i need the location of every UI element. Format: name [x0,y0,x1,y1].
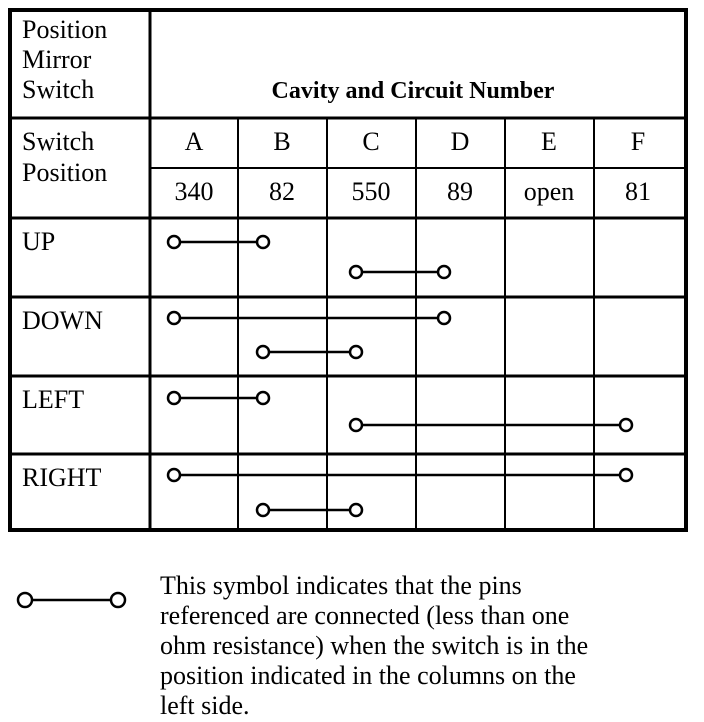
circuit-number: open [523,177,575,206]
legend-symbol [18,593,125,607]
legend-pin-right [111,593,125,607]
connection-up-cd [350,266,450,278]
circuit-number: 81 [625,177,651,206]
position-label-left: LEFT [22,385,85,414]
position-label-right: RIGHT [22,463,102,492]
cavity-letter: E [541,127,557,156]
connection-up-ab [168,236,269,248]
connection-pin-start [168,469,180,481]
connection-pin-start [168,312,180,324]
connection-left-cf [350,419,632,431]
connection-down-ad [168,312,450,324]
cavity-letter: B [273,127,291,156]
circuit-number: 340 [174,177,214,206]
header-row-label-line3: Switch [22,75,95,104]
connection-pin-start [257,504,269,516]
switch-label-line1: Switch [22,127,95,156]
connection-pin-end [620,469,632,481]
connection-pin-end [438,312,450,324]
connection-pin-start [168,392,180,404]
legend-pin-left [18,593,32,607]
circuit-number: 550 [351,177,391,206]
cavity-letter: A [184,127,204,156]
connection-pin-start [168,236,180,248]
position-label-up: UP [22,227,56,256]
connection-pin-end [350,346,362,358]
header-row-label-line1: Position [22,15,108,44]
header-row-label-line2: Mirror [22,45,92,74]
cavity-letter: C [362,127,380,156]
circuit-number: 82 [269,177,295,206]
legend-line: position indicated in the columns on the [160,661,576,690]
connection-pin-end [257,236,269,248]
circuit-number: 89 [447,177,473,206]
legend-line: ohm resistance) when the switch is in the [160,631,589,660]
legend-text [160,571,588,720]
cavity-letter: F [630,127,646,156]
connection-pin-end [620,419,632,431]
connection-pin-end [438,266,450,278]
connection-down-bc [257,346,362,358]
cavity-headers [175,127,652,206]
legend-line: referenced are connected (less than one [160,601,570,630]
position-label-down: DOWN [22,306,103,335]
connection-left-ab [168,392,269,404]
connection-right-bc [257,504,362,516]
connection-pin-start [350,419,362,431]
connection-pin-start [350,266,362,278]
legend-line: left side. [160,691,250,720]
cavity-letter: D [450,127,470,156]
connection-pin-end [350,504,362,516]
legend-line: This symbol indicates that the pins [160,571,522,600]
table-title: Cavity and Circuit Number [271,78,555,104]
switch-label-line2: Position [22,158,108,187]
connection-pin-end [257,392,269,404]
connection-pin-start [257,346,269,358]
